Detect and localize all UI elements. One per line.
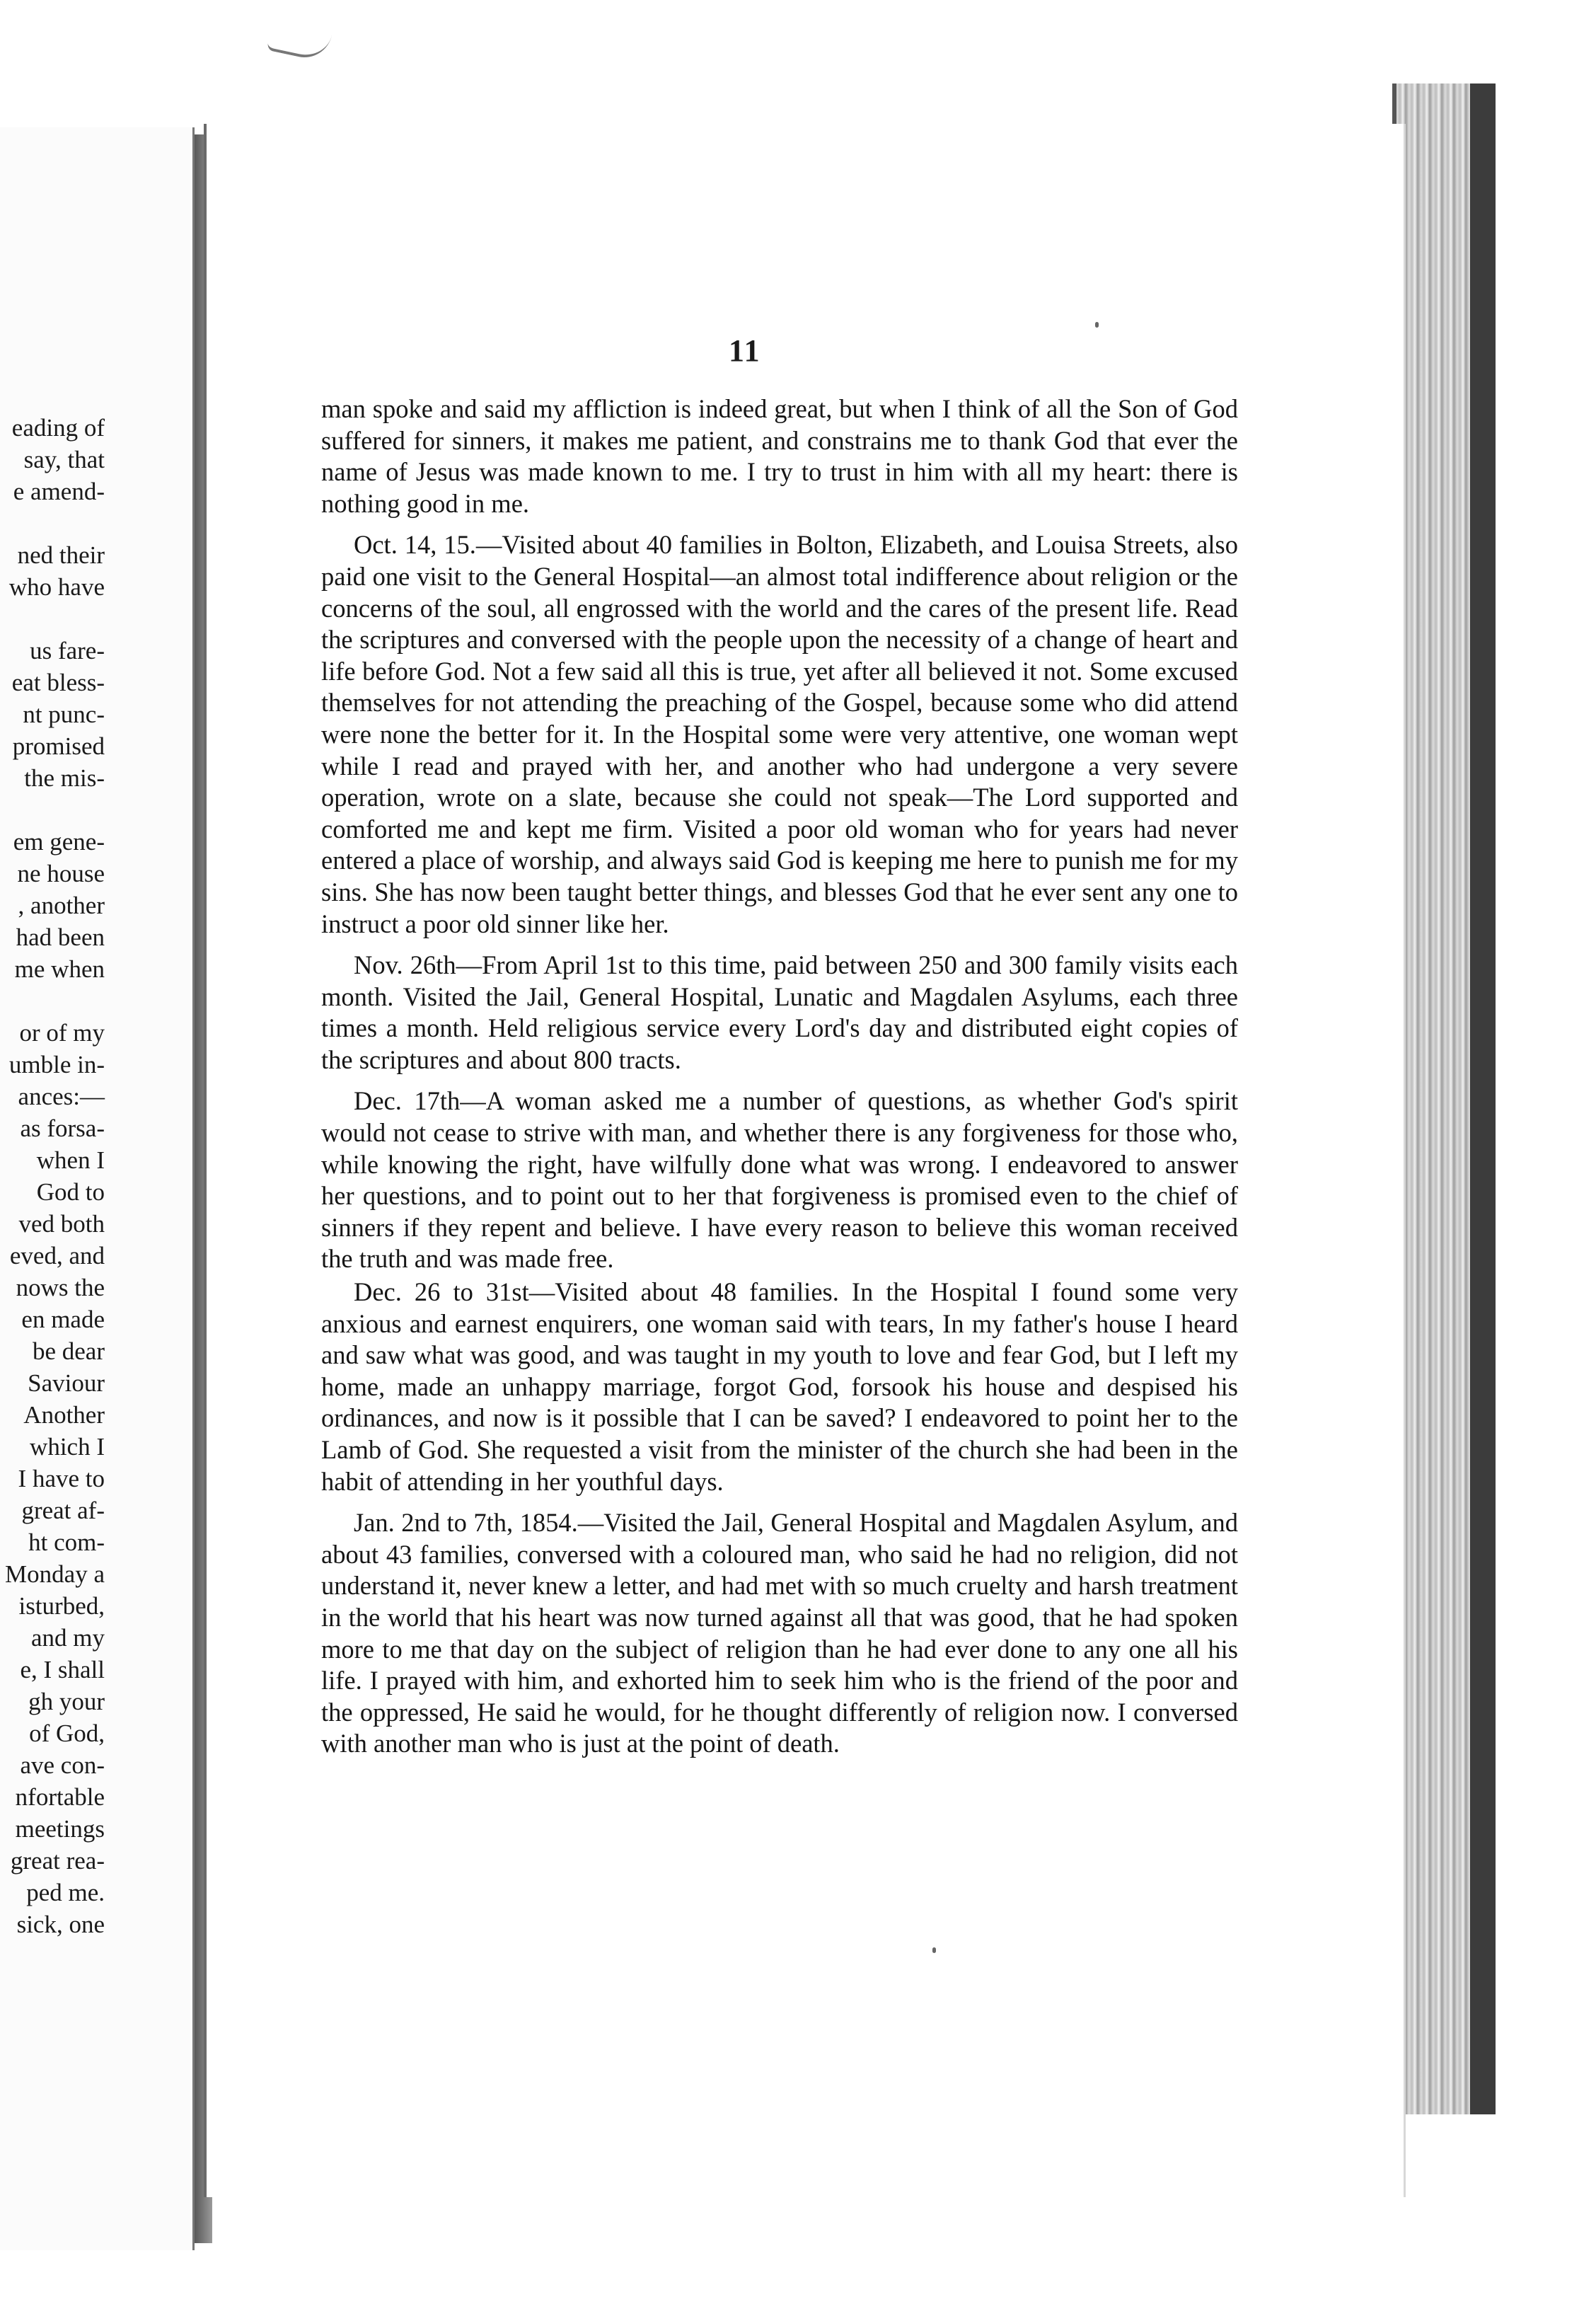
left-page-line <box>0 985 105 1017</box>
left-page-line: great af- <box>21 1497 105 1524</box>
scan-speck <box>1095 322 1099 328</box>
scan-speck <box>932 1947 936 1953</box>
book-cover-edge <box>1470 83 1496 2114</box>
left-page-line: sick, one <box>16 1911 105 1938</box>
left-page-line: who have <box>8 573 105 601</box>
paragraph-nov-26: Nov. 26th—From April 1st to this time, paid between 250 and 300 family visits each month. Visited the Jail, General Hospital, Lunatic and Magdalen Asylums, each three times a month. Held religious service every Lord's day and distributed eight copies of the scriptures and about 800 tracts. <box>321 950 1238 1074</box>
left-page-line: eved, and <box>9 1242 105 1269</box>
left-page-line <box>0 603 105 635</box>
left-page-line: the mis- <box>24 764 105 792</box>
left-page-line: Monday a <box>5 1560 105 1588</box>
left-page-line: en made <box>21 1306 105 1333</box>
left-page-line: great rea- <box>10 1847 105 1874</box>
left-page-line: em gene- <box>13 828 105 856</box>
left-page-line: ave con- <box>20 1751 105 1779</box>
left-page-line: , another <box>18 892 105 919</box>
left-page-line: of God, <box>29 1720 105 1747</box>
left-page-line: I have to <box>18 1465 105 1492</box>
left-page-line: and my <box>30 1624 105 1652</box>
left-page-line: ne house <box>17 860 105 887</box>
left-page-line: had been <box>16 923 105 951</box>
left-page-line: promised <box>12 732 105 760</box>
left-page-line: nt punc- <box>23 701 105 728</box>
left-page-line: meetings <box>15 1815 105 1843</box>
left-page-text <box>0 412 105 1940</box>
left-page-line <box>0 507 105 539</box>
left-page-line: gh your <box>28 1688 105 1715</box>
paragraph-continuation: man spoke and said my affliction is indeed great, but when I think of all the Son of God suffered for sinners, it makes me patient, and constrains me to thank God that ever the name of Jesus was made known to me. I try to trust in him with all my heart: there is nothing good in me. <box>321 394 1238 518</box>
left-page-line: which I <box>30 1433 105 1461</box>
paragraph-jan-2: Jan. 2nd to 7th, 1854.—Visited the Jail, General Hospital and Magdalen Asylum, and about 43 families, conversed with a coloured man, who said he had no religion, did not understand it, never knew a letter, and had met with so much cruelty and harsh treatment in the world that his heart was now turned against all that was good, that he had spoken more to me that day on the subject of religion than he had ever done to any one all his life. I prayed with him, and exhorted him to seek him who is the friend of the poor and the oppressed, He said he would, for he thought differently of religion now. I conversed with another man who is just at the point of death. <box>321 1508 1238 1758</box>
left-page-line: ances:— <box>18 1083 105 1110</box>
left-page-line: eat bless- <box>11 669 105 696</box>
left-page-line: nows the <box>16 1274 105 1301</box>
left-page-line: umble in- <box>8 1051 105 1078</box>
left-page-line: as forsa- <box>20 1115 105 1142</box>
left-page-line: ped me. <box>26 1879 105 1906</box>
left-page-line: Saviour <box>28 1369 105 1397</box>
book-page-edges <box>1392 83 1496 2114</box>
left-page-line: God to <box>36 1178 105 1206</box>
left-page-line: e amend- <box>13 478 105 505</box>
left-page-line: nfortable <box>15 1783 105 1811</box>
page-body-text <box>321 393 1238 1770</box>
scan-artifact-mark <box>267 22 332 62</box>
left-page-line: e, I shall <box>20 1656 105 1683</box>
left-page-line: when I <box>36 1146 105 1174</box>
left-facing-page <box>0 127 195 2250</box>
left-page-line: Another <box>23 1401 105 1429</box>
left-page-line: ht com- <box>28 1528 105 1556</box>
left-page-line: me when <box>14 955 105 983</box>
left-page-line: say, that <box>23 446 105 473</box>
left-page-line: ved both <box>18 1210 105 1238</box>
left-page-line: ned their <box>17 541 105 569</box>
paragraph-dec-26: Dec. 26 to 31st—Visited about 48 families. In the Hospital I found some very anxious and earnest enquirers, one woman said with tears, In my father's house I heard and saw what was good, and was taught in my youth to love and fear God, but I left my home, made an unhappy marriage, forgot God, forsook his house and despised his ordinances, and now is it possible that I can be saved? I endeavored to point her to the Lamb of God. She requested a visit from the minister of the church she had been in the habit of attending in her youthful days. <box>321 1277 1238 1496</box>
left-page-line: us fare- <box>30 637 105 664</box>
left-page-line: or of my <box>19 1019 105 1047</box>
page-number: 11 <box>729 333 761 368</box>
left-page-line <box>0 794 105 826</box>
left-page-line: isturbed, <box>18 1592 105 1620</box>
left-page-line: be dear <box>32 1337 105 1365</box>
paragraph-dec-17: Dec. 17th—A woman asked me a number of questions, as whether God's spirit would not cease to strive with man, and whether there is any forgiveness for those who, while knowing the right, have wilfully done what was wrong. I endeavored to answer her questions, and to point out to her that forgiveness is promised even to the chief of sinners if they repent and believe. I have every reason to believe this woman received the truth and was made free. <box>321 1086 1238 1274</box>
left-page-line: eading of <box>11 414 105 442</box>
paragraph-oct-14: Oct. 14, 15.—Visited about 40 families in Bolton, Elizabeth, and Louisa Streets, also paid one visit to the General Hospital—an almost total indifference about religion or the concerns of the soul, all engrossed with the world and the cares of the present life. Read the scriptures and conversed with the people upon the necessity of a change of heart and life before God. Not a few said all this is true, yet after all believed it not. Some excused themselves for not attending the preaching of the Gospel, because some who did attend were none the better for it. In the Hospital some were very attentive, one woman wept while I read and prayed with her, and another who had undergone a very severe operation, wrote on a slate, because she could not speak—The Lord supported and comforted me and kept me firm. Visited a poor old woman who for years had never entered a place of worship, and always said God is keeping me here to punish me for my sins. She has now been taught better things, and blesses God that he ever sent any one to instruct a poor old sinner like her. <box>321 530 1238 938</box>
